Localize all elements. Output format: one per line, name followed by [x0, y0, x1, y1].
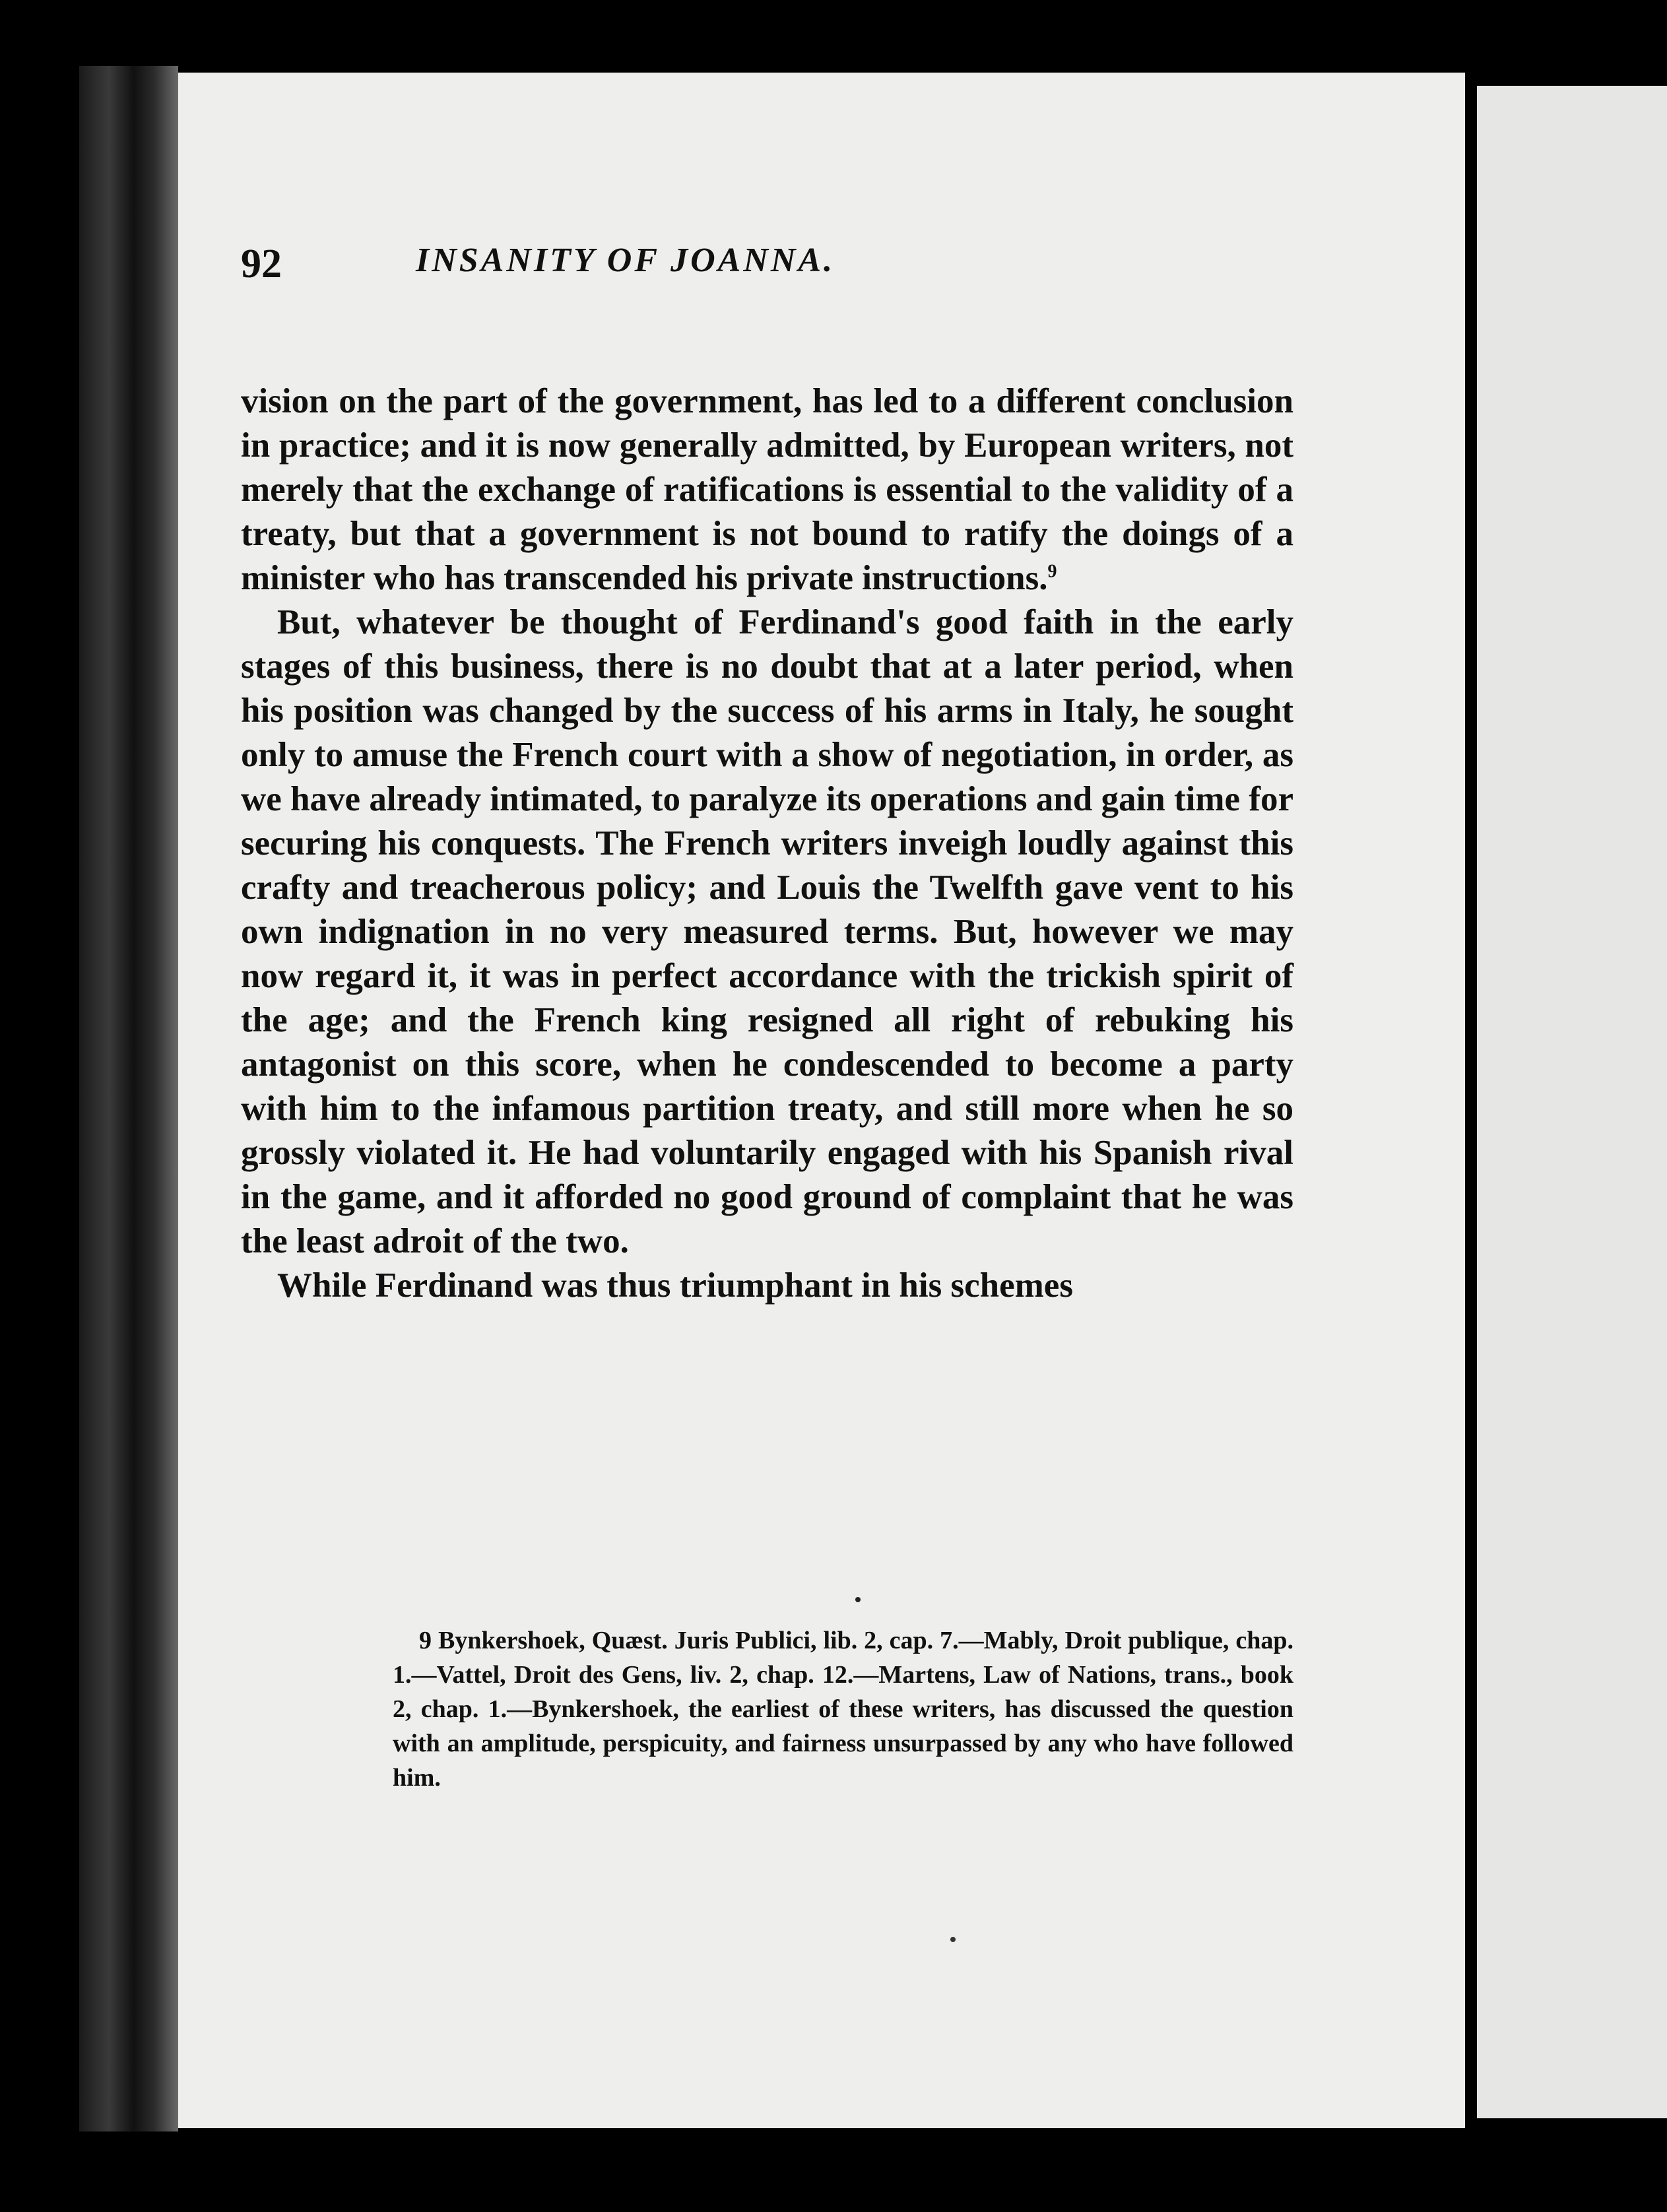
paragraph-3: While Ferdinand was thus triumphant in his schemes — [277, 1266, 1073, 1305]
paragraph-1 — [241, 379, 1293, 601]
page-number: 92 — [241, 242, 282, 286]
footnote-number: 9 — [419, 1627, 432, 1654]
page-header — [241, 241, 1293, 300]
footnote-9 — [393, 1623, 1293, 1795]
footnote-text: Bynkershoek, Quæst. Juris Publici, lib. 2, cap. 7.—Mably, Droit publique, chap. 1.—Vattel, Droit des Gens, liv. 2, chap. 12.—Martens, Law of Nations, trans., book 2, chap. 1.—Bynkershoek, the earliest of these writers, has discussed the question with an amplitude, perspicuity, and fairness unsurpassed by any who have followed him. — [393, 1627, 1293, 1792]
footnotes — [393, 1623, 1293, 1795]
paragraph-1-text: vision on the part of the government, has led to a different conclusion in practice; and it is now generally admitted, by European writers, not merely that the exchange of ratifications is essential to the validity of a treaty, but that a government is not bound to ratify the doings of a minister who has transcended his private instructions. — [241, 382, 1293, 597]
facing-page-edge — [1477, 86, 1667, 2118]
footnote-reference: 9 — [1047, 561, 1057, 582]
body-text — [241, 379, 1293, 1308]
paragraph-2: But, whatever be thought of Ferdinand's good faith in the early stages of this business, there is no doubt that at a later period, when his position was changed by the success of his arms in Italy, he sought only to amuse the French court with a show of negotiation, in order, as we have already intimated, to paralyze its operations and gain time for securing his conquests. The French writers inveigh loudly against this crafty and treacherous policy; and Louis the Twelfth gave vent to his own indignation in no very measured terms. But, however we may now regard it, it was in perfect accordance with the trickish spirit of the age; and the French king resigned all right of rebuking his antagonist on this score, when he condescended to become a party with him to the infamous partition treaty, and still more when he so grossly violated it. He had voluntarily engaged with his Spanish rival in the game, and it afforded no good ground of complaint that he was the least adroit of the two. — [241, 603, 1293, 1260]
print-mark — [855, 1597, 861, 1602]
running-title: INSANITY OF JOANNA. — [416, 242, 835, 279]
print-speck — [950, 1937, 956, 1942]
book-binding-shadow — [79, 66, 178, 2131]
